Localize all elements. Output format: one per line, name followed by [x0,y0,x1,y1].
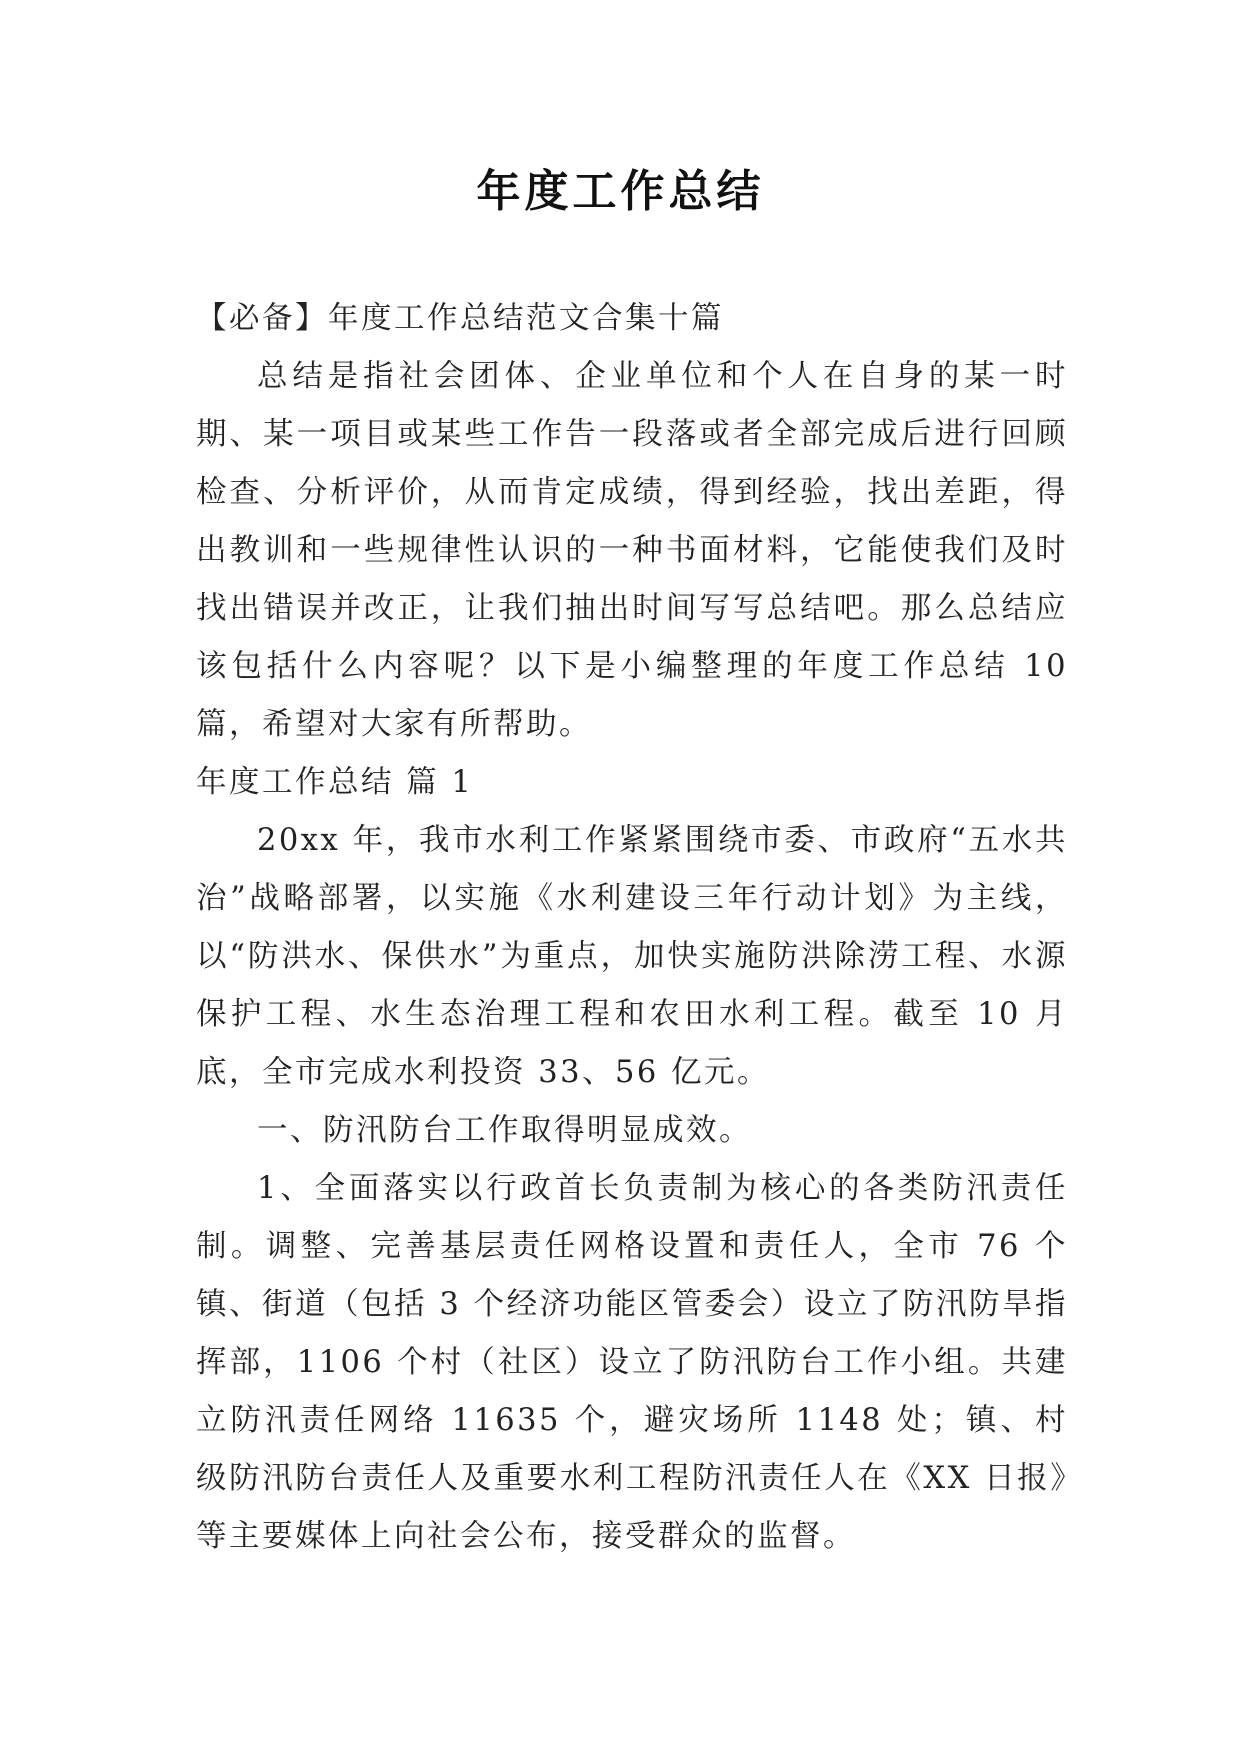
intro-paragraph: 总结是指社会团体、企业单位和个人在自身的某一时期、某一项目或某些工作告一段落或者全部完成后进行回顾检查、分析评价，从而肯定成绩，得到经验，找出差距，得出教训和一些规律性认识的一种书面材料，它能使我们及时找出错误并改正，让我们抽出时间写写总结吧。那么总结应该包括什么内容呢？以下是小编整理的年度工作总结 10 篇，希望对大家有所帮助。 [196,359,1068,742]
body-paragraph: 1、全面落实以行政首长负责制为核心的各类防汛责任制。调整、完善基层责任网格设置和责任人，全市 76 个镇、街道（包括 3 个经济功能区管委会）设立了防汛防旱指挥部，1106 个村（社区）设立了防汛防台工作小组。共建立防汛责任网络 11635 个，避灾场所 1148 处；镇、村级防汛防台责任人及重要水利工程防汛责任人在《XX 日报》等主要媒体上向社会公布，接受群众的监督。 [196,1171,1068,1554]
document-body [196,290,1068,1566]
document-title: 年度工作总结 [476,166,765,217]
section-heading: 年度工作总结 篇 1 [196,765,474,800]
document-subtitle: 【必备】年度工作总结范文合集十篇 [196,301,724,336]
subsection-heading: 一、防汛防台工作取得明显成效。 [257,1113,752,1148]
body-paragraph: 20xx 年，我市水利工作紧紧围绕市委、市政府“五水共治”战略部署，以实施《水利建设三年行动计划》为主线，以“防洪水、保供水”为重点，加快实施防洪除涝工程、水源保护工程、水生态治理工程和农田水利工程。截至 10 月底，全市完成水利投资 33、56 亿元。 [196,823,1068,1090]
